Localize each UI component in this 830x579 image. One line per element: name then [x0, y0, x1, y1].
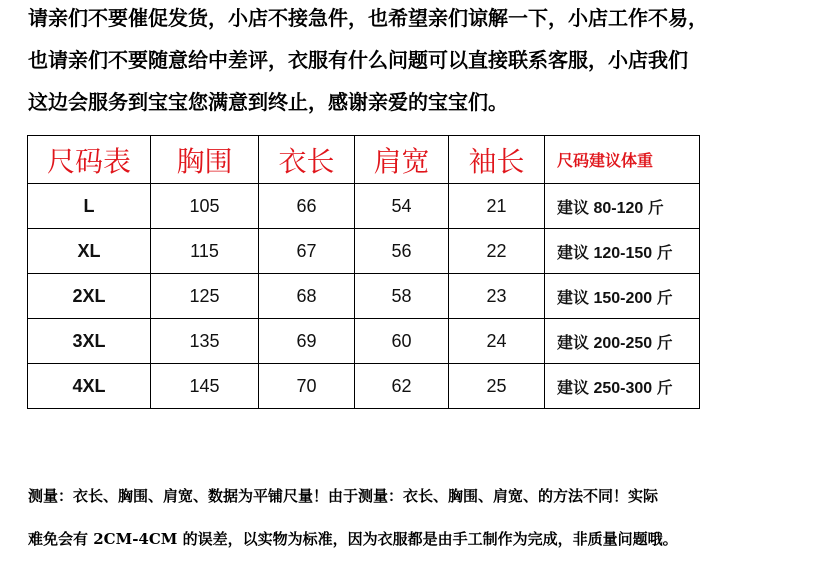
cell-chest: 135	[151, 319, 259, 364]
table-row	[28, 229, 700, 274]
table-row	[28, 184, 700, 229]
cell-size: 4XL	[28, 364, 151, 409]
cell-chest: 125	[151, 274, 259, 319]
notice-line-2: 也请亲们不要随意给中差评，衣服有什么问题可以直接联系客服，小店我们	[28, 48, 688, 72]
header-sleeve: 袖长	[449, 136, 545, 184]
measurement-note-line-1: 测量：衣长、胸围、肩宽、数据为平铺尺量！由于测量：衣长、胸围、肩宽、的方法不同！实际	[28, 487, 659, 505]
cell-sleeve: 25	[449, 364, 545, 409]
cell-sleeve: 23	[449, 274, 545, 319]
cell-length: 70	[259, 364, 355, 409]
cell-sleeve: 24	[449, 319, 545, 364]
cell-shoulder: 56	[355, 229, 449, 274]
header-size: 尺码表	[28, 136, 151, 184]
notice-line-1: 请亲们不要催促发货，小店不接急件，也希望亲们谅解一下，小店工作不易，	[28, 6, 708, 30]
cell-length: 67	[259, 229, 355, 274]
cell-size: L	[28, 184, 151, 229]
header-shoulder: 肩宽	[355, 136, 449, 184]
cell-shoulder: 60	[355, 319, 449, 364]
cell-size: XL	[28, 229, 151, 274]
table-header-row	[28, 136, 700, 184]
cell-chest: 115	[151, 229, 259, 274]
table-row	[28, 364, 700, 409]
header-weight: 尺码建议体重	[545, 136, 700, 184]
cell-sleeve: 22	[449, 229, 545, 274]
cell-weight: 建议 80-120 斤	[545, 184, 700, 229]
cell-shoulder: 62	[355, 364, 449, 409]
cell-chest: 105	[151, 184, 259, 229]
header-length: 衣长	[259, 136, 355, 184]
cell-length: 68	[259, 274, 355, 319]
cell-size: 2XL	[28, 274, 151, 319]
cell-shoulder: 58	[355, 274, 449, 319]
header-chest: 胸围	[151, 136, 259, 184]
notice-line-3: 这边会服务到宝宝您满意到终止，感谢亲爱的宝宝们。	[28, 90, 508, 114]
cell-length: 66	[259, 184, 355, 229]
cell-shoulder: 54	[355, 184, 449, 229]
cell-chest: 145	[151, 364, 259, 409]
cell-weight: 建议 200-250 斤	[545, 319, 700, 364]
cell-weight: 建议 250-300 斤	[545, 364, 700, 409]
cell-size: 3XL	[28, 319, 151, 364]
table-row	[28, 319, 700, 364]
size-chart-table	[27, 135, 700, 409]
cell-length: 69	[259, 319, 355, 364]
table-row	[28, 274, 700, 319]
cell-weight: 建议 150-200 斤	[545, 274, 700, 319]
cell-weight: 建议 120-150 斤	[545, 229, 700, 274]
cell-sleeve: 21	[449, 184, 545, 229]
measurement-note-line-2: 难免会有 2CM-4CM 的误差，以实物为标准，因为衣服都是由手工制作为完成，非质量问题哦。	[28, 530, 678, 548]
